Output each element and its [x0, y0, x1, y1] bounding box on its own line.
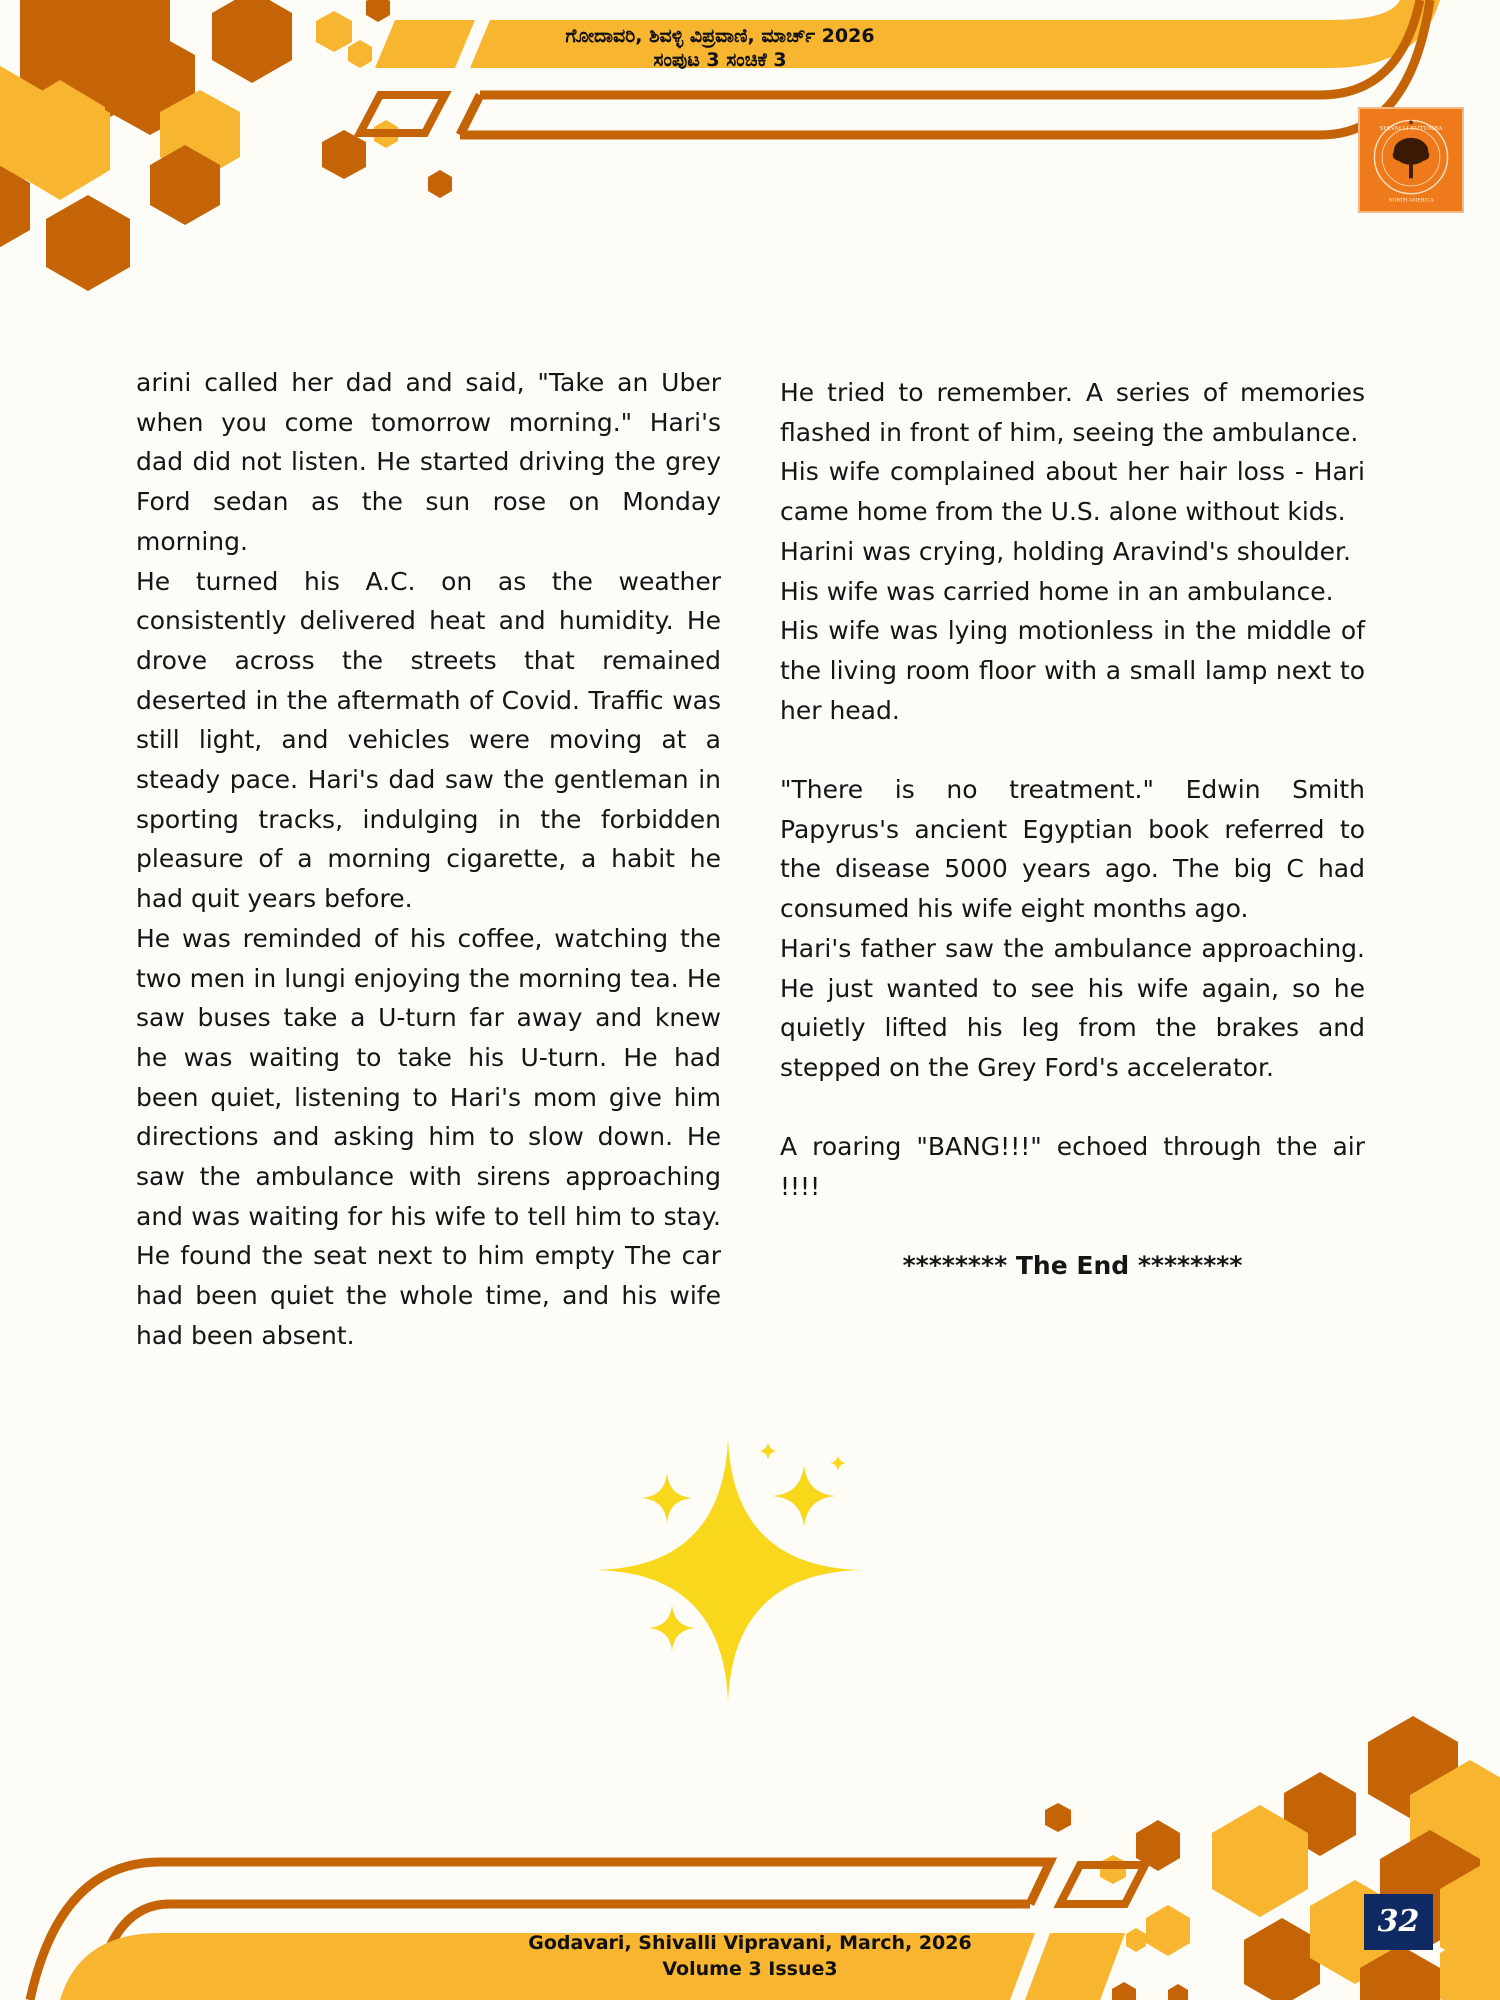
header-volume: ಸಂಪುಟ 3 ಸಂಚಿಕೆ 3	[653, 49, 787, 71]
paragraph: He tried to remember. A series of memories flashed in front of him, seeing the ambulance.	[780, 378, 1365, 447]
page-number-badge: 32	[1364, 1894, 1433, 1950]
footer-title: Godavari, Shivalli Vipravani, March, 2026	[528, 1932, 972, 1954]
paragraph: A roaring "BANG!!!" echoed through the air !!!!	[780, 1132, 1365, 1202]
paragraph: arini called her dad and said, "Take an Uber when you come tomorrow morning." Hari's dad did not listen. He started driving the grey Ford sedan as the sun rose on Monday morning.	[136, 368, 721, 556]
memory-line: Harini was crying, holding Aravind's shoulder.	[780, 536, 1351, 566]
paragraph: "There is no treatment." Edwin Smith Papyrus's ancient Egyptian book referred to the disease 5000 years ago. The big C had consumed his wife eight months ago.	[780, 775, 1365, 924]
paragraph: He was reminded of his coffee, watching the two men in lungi enjoying the morning tea. He saw buses take a U-turn far away and knew he was waiting to take his U-turn. He had been quiet, listening to Hari's mom give him directions and asking him to slow down. He saw the ambulance with sirens approaching and was waiting for his wife to tell him to stay. He found the seat next to him empty The car had been quiet the whole time, and his wife had been absent.	[136, 923, 721, 1350]
the-end-label: ******** The End ********	[902, 1251, 1243, 1281]
story-left-column	[136, 363, 721, 1356]
memory-line: His wife was lying motionless in the middle of the living room floor with a small lamp next to her head.	[780, 616, 1365, 725]
spacer	[780, 730, 1365, 770]
shivalli-kutumba-logo	[1358, 107, 1464, 213]
footer-volume: Volume 3 Issue3	[662, 1958, 838, 1980]
footer	[400, 1930, 1100, 1982]
header	[380, 24, 1060, 72]
paragraph: Hari's father saw the ambulance approaching. He just wanted to see his wife again, so he quietly lifted his leg from the brakes and stepped on the Grey Ford's accelerator.	[780, 933, 1365, 1082]
memory-line: His wife was carried home in an ambulance.	[780, 576, 1334, 606]
sparkle-icon	[590, 1430, 870, 1710]
spacer	[780, 1088, 1365, 1128]
svg-text:NORTH AMERICA: NORTH AMERICA	[1388, 198, 1434, 204]
story-right-column	[780, 373, 1365, 1286]
paragraph: He turned his A.C. on as the weather consistently delivered heat and humidity. He drove across the streets that remained deserted in the aftermath of Covid. Traffic was still light, and vehicles were moving at a steady pace. Hari's dad saw the gentleman in sporting tracks, indulging in the forbidden pleasure of a morning cigarette, a habit he had quit years before.	[136, 566, 721, 914]
spacer	[780, 1207, 1365, 1247]
memory-line: His wife complained about her hair loss - Hari came home from the U.S. alone without kids.	[780, 457, 1365, 527]
header-title: ಗೋದಾವರಿ, ಶಿವಳ್ಳಿ ವಿಪ್ರವಾಣಿ, ಮಾರ್ಚ್ 2026	[565, 25, 875, 47]
svg-text:SHIVALLI KUTUMBA: SHIVALLI KUTUMBA	[1379, 126, 1443, 133]
